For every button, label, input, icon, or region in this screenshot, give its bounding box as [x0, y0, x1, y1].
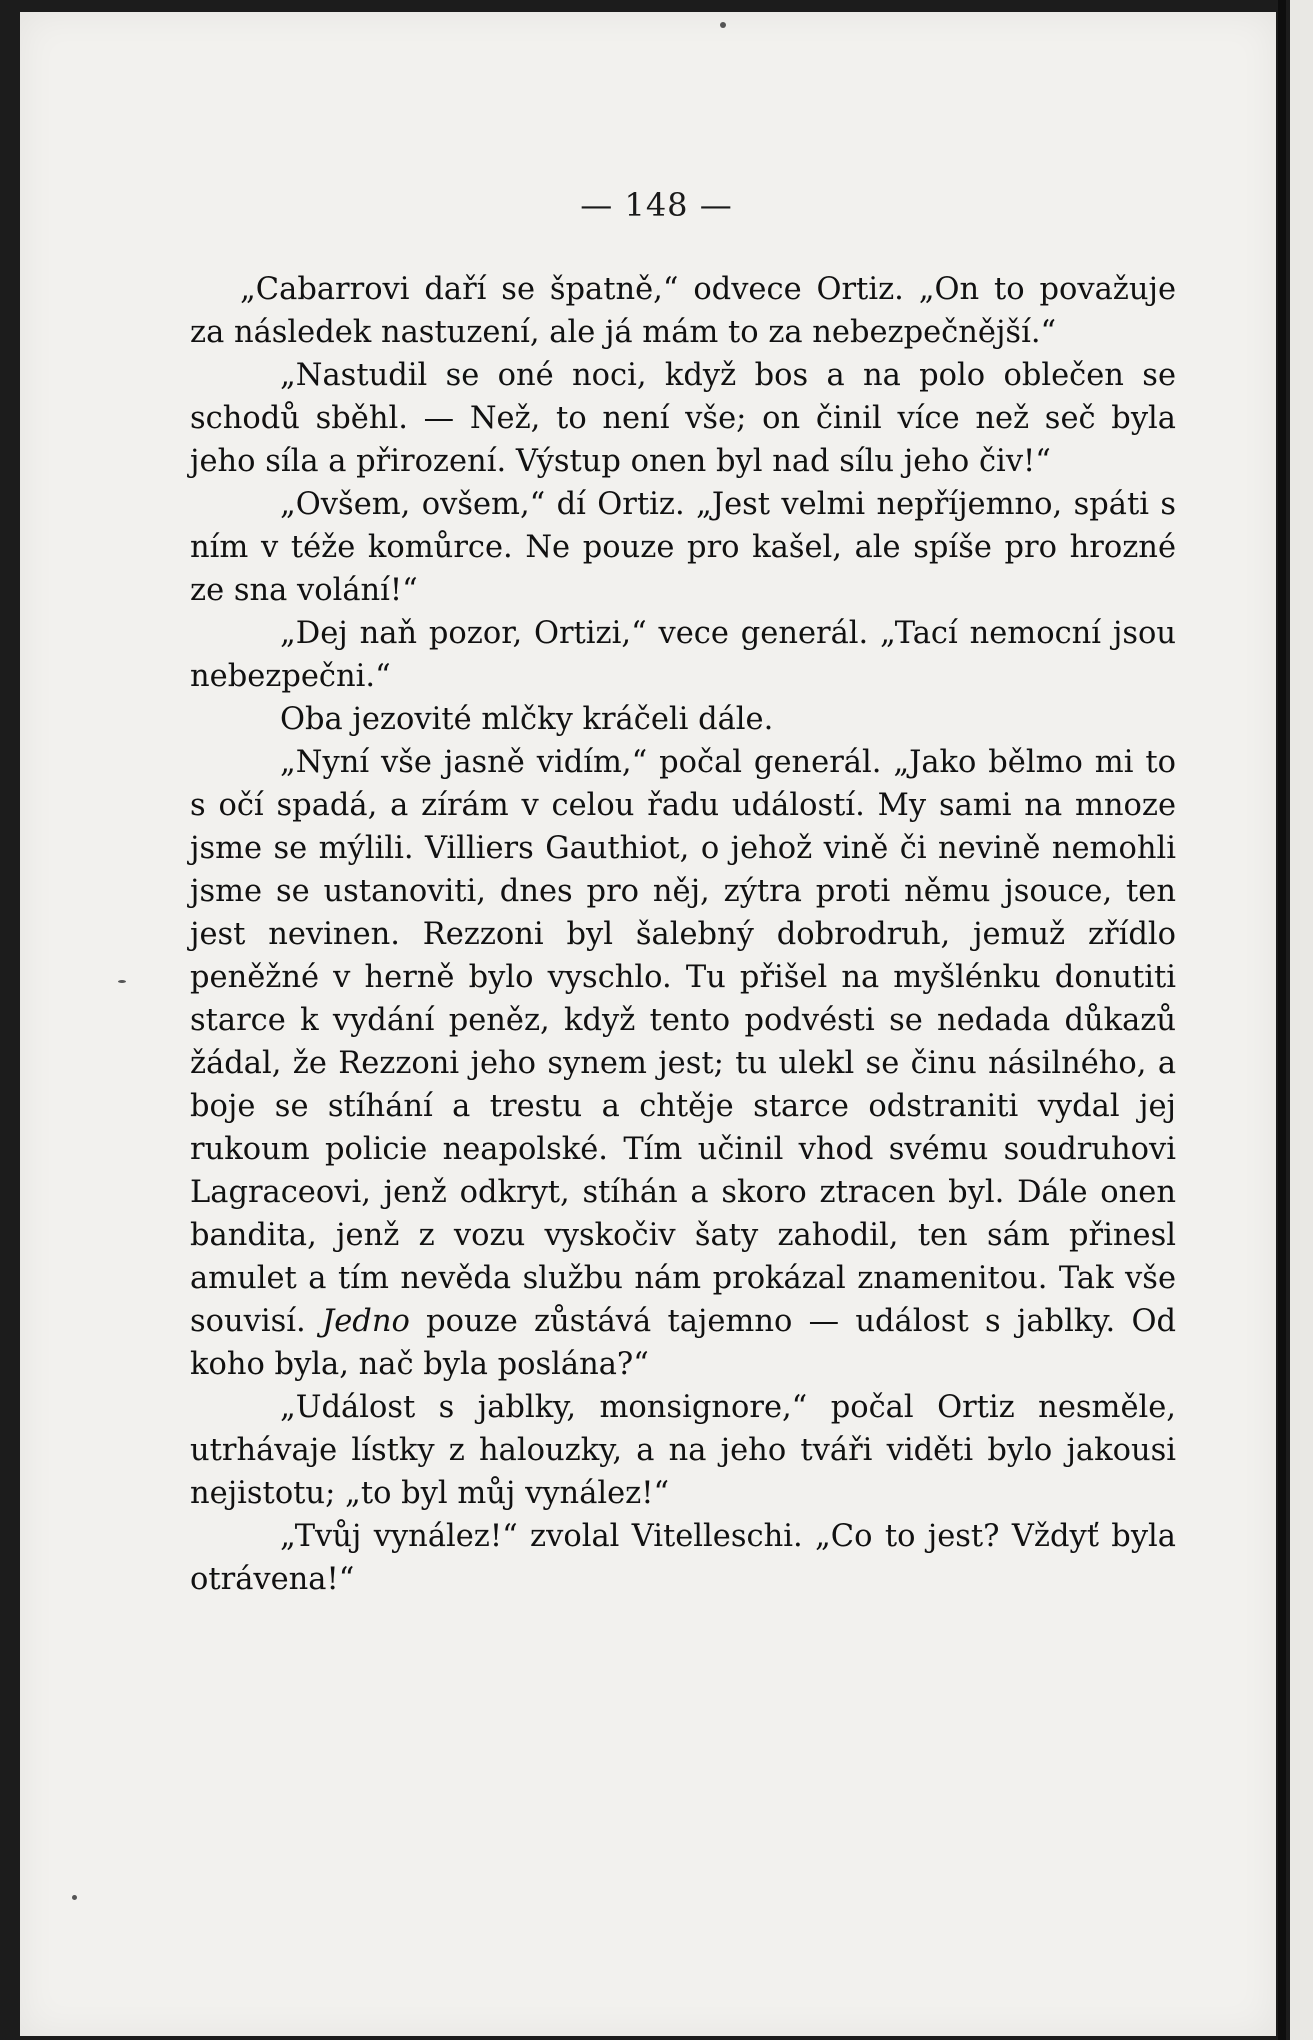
paragraph: „Ovšem, ovšem,“ dí Ortiz. „Jest velmi nepříjemno, spáti s ním v téže komůrce. Ne pouze pro kašel, ale spíše pro hrozné ze sna volání!“	[190, 487, 1176, 608]
page-edge-shadow	[1278, 0, 1286, 2040]
paragraph: „Dej naň pozor, Ortizi,“ vece generál. „Tací nemocní jsou nebezpečni.“	[190, 616, 1176, 694]
adjacent-page-edge	[1290, 0, 1313, 2040]
page-number: — 148 —	[580, 186, 733, 224]
print-speck	[72, 1895, 77, 1900]
paragraph: Oba jezovité mlčky kráčeli dále.	[280, 702, 774, 737]
paragraph: „Událost s jablky, monsignore,“ počal Ortiz nesměle, utrhávaje lístky z halouzky, a na jeho tváři viděti bylo jakousi nejistotu; „to byl můj vynález!“	[190, 1390, 1176, 1511]
print-speck	[118, 980, 126, 983]
paragraph-text: „Nyní vše jasně vidím,“ počal generál. „Jako bělmo mi to s očí spadá, a zírám v celou řadu událostí. My sami na mnoze jsme se mýlili. Villiers Gauthiot, o jehož vině či nevině nemohli jsme se ustanoviti, dnes pro něj, zýtra proti němu jsouce, ten jest nevinen. Rezzoni byl šalebný dobrodruh, jemuž zřídlo peněžné v herně bylo vyschlo. Tu přišel na myšlénku donutiti starce k vydání peněz, když tento podvésti se nedada důkazů žádal, že Rezzoni jeho synem jest; tu ulekl se činu násilného, a boje se stíhání a trestu a chtěje starce odstraniti vydal jej rukoum policie neapolské. Tím učinil vhod svému soudruhovi Lagraceovi, jenž odkryt, stíhán a skoro ztracen byl. Dále onen bandita, jenž z vozu vyskočiv šaty zahodil, ten sám přinesl amulet a tím nevěda službu nám prokázal znamenitou. Tak vše souvisí.	[190, 745, 1176, 1339]
paragraph: „Tvůj vynález!“ zvolal Vitelleschi. „Co to jest? Vždyť byla otrávena!“	[190, 1519, 1176, 1597]
paragraph-text: pouze zůstává tajemno — událost s jablky. Od koho byla, nač byla poslána?“	[190, 1304, 1176, 1382]
emphasized-word: Jedno	[322, 1304, 410, 1339]
print-speck	[720, 22, 726, 28]
paragraph: „Cabarrovi daří se špatně,“ odvece Ortiz. „On to považuje za následek nastuzení, ale já mám to za nebezpečnější.“	[190, 272, 1176, 350]
paragraph: „Nastudil se oné noci, když bos a na polo oblečen se schodů sběhl. — Než, to není vše; on činil více než seč byla jeho síla a přirození. Výstup onen byl nad sílu jeho čiv!“	[190, 358, 1176, 479]
body-text	[190, 268, 1176, 1601]
paragraph	[190, 741, 1176, 1386]
